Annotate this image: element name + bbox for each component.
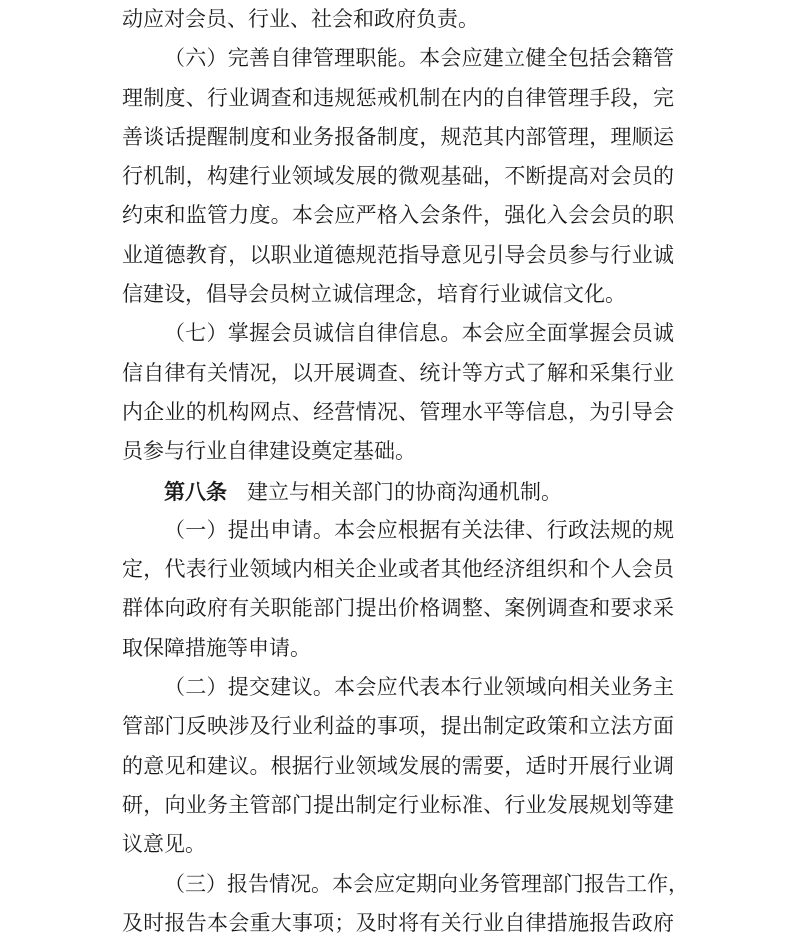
article-heading-line	[122, 472, 674, 511]
text-line: 约束和监管力度。本会应严格入会条件，强化入会会员的职	[122, 203, 674, 228]
text-line: 员参与行业自律建设奠定基础。	[122, 439, 416, 464]
text-line: 的意见和建议。根据行业领域发展的需要，适时开展行业调	[122, 753, 674, 778]
text-line: 理制度、行业调查和违规惩戒机制在内的自律管理手段，完	[122, 85, 674, 110]
article-title: 建立与相关部门的协商沟通机制。	[247, 479, 562, 504]
text-line: 内企业的机构网点、经营情况、管理水平等信息，为引导会	[122, 399, 674, 424]
text-line: 信自律有关情况，以开展调查、统计等方式了解和采集行业	[122, 360, 674, 385]
text-line: 行机制，构建行业领域发展的微观基础，不断提高对会员的	[122, 164, 674, 189]
text-line: （七）掌握会员诚信自律信息。本会应全面掌握会员诚	[164, 321, 674, 346]
text-line: 管部门反映涉及行业利益的事项，提出制定政策和立法方面	[122, 714, 674, 739]
text-line: 业道德教育，以职业道德规范指导意见引导会员参与行业诚	[122, 242, 674, 267]
article-label: 第八条	[164, 478, 227, 504]
text-line: （一）提出申请。本会应根据有关法律、行政法规的规	[164, 517, 674, 542]
text-line: 信建设，倡导会员树立诚信理念，培育行业诚信文化。	[122, 282, 626, 307]
text-line: 取保障措施等申请。	[122, 635, 311, 660]
text-line: 动应对会员、行业、社会和政府负责。	[122, 7, 479, 31]
document-page	[122, 0, 689, 943]
text-line: 群体向政府有关职能部门提出价格调整、案例调查和要求采	[122, 596, 674, 621]
text-line: 定，代表行业领域内相关企业或者其他经济组织和个人会员	[122, 557, 674, 582]
text-line: 议意见。	[122, 832, 206, 857]
text-line: （二）提交建议。本会应代表本行业领域向相关业务主	[164, 675, 674, 700]
text-line: 及时报告本会重大事项；及时将有关行业自律措施报告政府	[122, 910, 674, 935]
text-line: （六）完善自律管理职能。本会应建立健全包括会籍管	[164, 46, 674, 71]
text-line: 研，向业务主管部门提出制定行业标准、行业发展规划等建	[122, 792, 674, 817]
text-line: 善谈话提醒制度和业务报备制度，规范其内部管理，理顺运	[122, 124, 674, 149]
text-line: （三）报告情况。本会应定期向业务管理部门报告工作，	[164, 871, 689, 896]
